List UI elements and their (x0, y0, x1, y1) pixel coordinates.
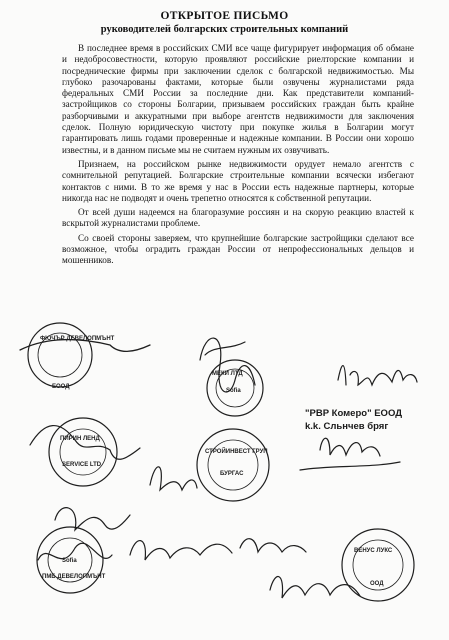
stamp-3 (30, 418, 140, 486)
paragraph-2: Признаем, на российском рынке недвижимости орудует немало агентств с сомнительной репутацией. Болгарские строительные компании всячески избегают контактов с ними. В то же время у нас в России есть надежные партнеры, которые никогда нас не подводят и очень трепетно относятся к собственной репутации. (62, 158, 414, 203)
company-note-line-2: k.k. Сльнчев бряг (305, 421, 389, 432)
stamp-4-text: СТРОЙИНВЕСТ ГРУП (205, 449, 268, 455)
signature-4 (55, 467, 197, 530)
signature-6 (130, 539, 306, 560)
stamp-4 (197, 429, 269, 501)
letter-subtitle: руководителей болгарских строительных компаний (100, 24, 349, 35)
stamp-3-subtext: SERVICE LTD (62, 462, 102, 468)
company-note-line-1: "РВР Комеро" ЕООД (305, 408, 402, 419)
paragraph-3: От всей души надеемся на благоразумие россиян и на скорую реакцию властей к вскрытой журналистами проблеме. (62, 207, 414, 229)
stamp-6-text: Sofia (62, 558, 77, 564)
stamp-6-subtext: ПМБ ДЕВЕЛОПМЪНТ (42, 574, 106, 580)
paragraph-4: Со своей стороны заверяем, что крупнейшие болгарские застройщики сделают все возможное, чтобы оградить граждан России от непрофессиональных дельцов и мошенников. (62, 232, 414, 266)
stamp-2-subtext: Sofia (226, 388, 241, 394)
stamp-5-text: ВЕНУС ЛУКС (354, 548, 393, 554)
signature-3 (338, 366, 417, 385)
stamp-5 (270, 529, 414, 601)
stamp-1-text: ФЮЧЪР ДЕВЕЛОПМЪНТ (40, 336, 115, 342)
signature-2 (200, 338, 263, 416)
letter-title: ОТКРЫТОЕ ПИСЬМО (160, 10, 289, 22)
stamp-2-text: МЕКИ ЛТД (212, 371, 243, 377)
stamp-1-subtext: ЕООД (52, 384, 70, 390)
company-note (305, 407, 402, 433)
signature-5 (300, 438, 400, 470)
stamp-3-text: ПИРИН ЛЕНД (60, 436, 100, 442)
stamp-5-subtext: ООД (370, 581, 384, 587)
paragraph-1: В последнее время в российских СМИ все чаще фигурирует информация об обмане и недобросовестности, которую проявляют российские риелторские компании и посреднические фирмы при заключении сделок с болгарской недвижимостью. Мы глубоко разочарованы фактами, которые были озвучены журналистами ряда федеральных СМИ России за последние дни. Как представители компаний-застройщиков со стороны Болгарии, призываем российских граждан быть крайне разборчивыми и аккуратными при выборе агентств недвижимости для заключения сделок. Полную юридическую чистоту при покупке жилья в Болгарии могут гарантировать лишь годами проверенные и надежные компании. В России они хорошо известны, и в данном письме мы не считаем нужным их озвучивать. (62, 43, 414, 155)
stamp-4-subtext: БУРГАС (220, 471, 244, 477)
stamp-1 (20, 323, 150, 387)
